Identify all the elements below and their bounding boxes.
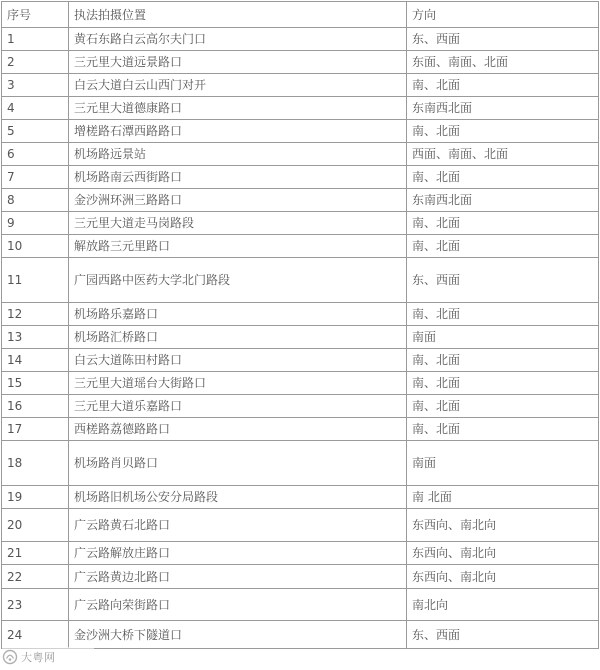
cell-direction: 南、北面 [407,166,599,189]
cell-direction: 南、北面 [407,303,599,326]
table-row [2,120,599,143]
table-row [2,235,599,258]
table-row [2,166,599,189]
cell-no: 14 [2,349,69,372]
cell-direction: 南面 [407,326,599,349]
cell-location: 白云大道白云山西门对开 [69,74,407,97]
cell-location: 广云路向荣街路口 [69,589,407,621]
table-row [2,97,599,120]
cell-direction: 东西向、南北向 [407,509,599,542]
header-no: 序号 [2,2,69,28]
watermark [2,647,94,667]
cell-direction: 西面、南面、北面 [407,143,599,166]
cell-no: 12 [2,303,69,326]
table-row [2,212,599,235]
cell-location: 三元里大道走马岗路段 [69,212,407,235]
watermark-logo-icon [2,649,18,665]
table-row [2,565,599,589]
cell-no: 22 [2,565,69,589]
cell-direction: 南、北面 [407,372,599,395]
table-row [2,28,599,51]
table-row [2,621,599,649]
cell-location: 机场路乐嘉路口 [69,303,407,326]
table-row [2,486,599,509]
cell-no: 24 [2,621,69,649]
cell-no: 1 [2,28,69,51]
table-row [2,372,599,395]
table-row [2,143,599,166]
cell-direction: 南 北面 [407,486,599,509]
table-row [2,395,599,418]
cell-location: 机场路汇桥路口 [69,326,407,349]
table-row [2,189,599,212]
table-row [2,542,599,565]
table-row [2,349,599,372]
cell-direction: 东西向、南北向 [407,542,599,565]
cell-no: 16 [2,395,69,418]
cell-direction: 南、北面 [407,74,599,97]
cell-no: 11 [2,258,69,303]
cell-no: 15 [2,372,69,395]
cell-location: 广云路黄石北路口 [69,509,407,542]
header-location: 执法拍摄位置 [69,2,407,28]
cell-direction: 南、北面 [407,235,599,258]
cell-no: 18 [2,441,69,486]
header-direction: 方向 [407,2,599,28]
cell-direction: 南、北面 [407,349,599,372]
cell-no: 8 [2,189,69,212]
cell-location: 黄石东路白云高尔夫门口 [69,28,407,51]
cell-location: 金沙洲大桥下隧道口 [69,621,407,649]
cell-location: 增槎路石潭西路路口 [69,120,407,143]
cell-no: 6 [2,143,69,166]
cell-direction: 东面、南面、北面 [407,51,599,74]
cell-no: 5 [2,120,69,143]
cell-no: 3 [2,74,69,97]
cell-direction: 南面 [407,441,599,486]
cell-no: 19 [2,486,69,509]
cell-no: 21 [2,542,69,565]
cell-no: 9 [2,212,69,235]
camera-location-table [1,1,599,649]
cell-location: 广云路解放庄路口 [69,542,407,565]
cell-location: 金沙洲环洲三路路口 [69,189,407,212]
cell-direction: 东、西面 [407,258,599,303]
cell-direction: 南、北面 [407,120,599,143]
table-row [2,441,599,486]
cell-location: 白云大道陈田村路口 [69,349,407,372]
table-row [2,509,599,542]
cell-no: 13 [2,326,69,349]
cell-location: 西槎路荔德路路口 [69,418,407,441]
cell-location: 解放路三元里路口 [69,235,407,258]
cell-direction: 南、北面 [407,418,599,441]
cell-no: 20 [2,509,69,542]
cell-no: 23 [2,589,69,621]
table-row [2,589,599,621]
cell-direction: 东、西面 [407,28,599,51]
cell-direction: 东、西面 [407,621,599,649]
cell-location: 机场路旧机场公安分局路段 [69,486,407,509]
cell-location: 三元里大道瑶台大街路口 [69,372,407,395]
table-row [2,74,599,97]
watermark-text: 大粤网 [21,651,56,664]
cell-no: 7 [2,166,69,189]
cell-location: 机场路南云西街路口 [69,166,407,189]
cell-no: 2 [2,51,69,74]
cell-location: 广园西路中医药大学北门路段 [69,258,407,303]
cell-location: 三元里大道德康路口 [69,97,407,120]
table-row [2,418,599,441]
table-row [2,258,599,303]
table-row [2,303,599,326]
table-row [2,51,599,74]
table-header-row [2,2,599,28]
cell-no: 10 [2,235,69,258]
cell-direction: 南、北面 [407,395,599,418]
cell-direction: 东西向、南北向 [407,565,599,589]
cell-direction: 南北向 [407,589,599,621]
cell-direction: 东南西北面 [407,97,599,120]
cell-no: 17 [2,418,69,441]
cell-location: 三元里大道远景路口 [69,51,407,74]
cell-location: 机场路远景站 [69,143,407,166]
table-row [2,326,599,349]
cell-location: 三元里大道乐嘉路口 [69,395,407,418]
cell-location: 广云路黄边北路口 [69,565,407,589]
cell-direction: 东南西北面 [407,189,599,212]
cell-no: 4 [2,97,69,120]
cell-direction: 南、北面 [407,212,599,235]
cell-location: 机场路肖贝路口 [69,441,407,486]
